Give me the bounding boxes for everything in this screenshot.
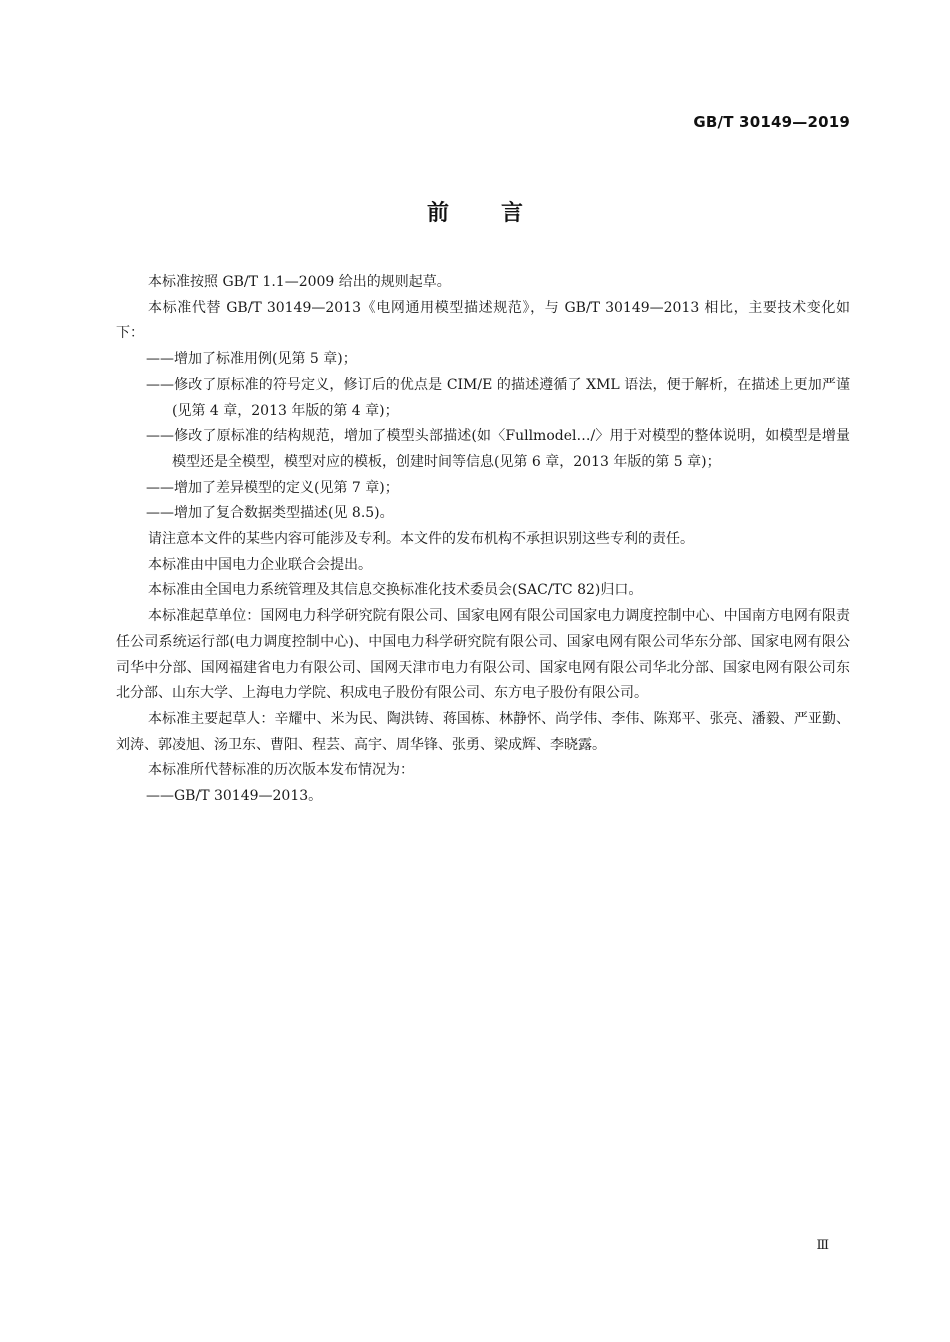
change-item: ——增加了复合数据类型描述(见 8.5)。 xyxy=(146,505,394,522)
page-number: Ⅲ xyxy=(816,1238,829,1253)
change-item: ——增加了差异模型的定义(见第 7 章)； xyxy=(146,479,399,496)
paragraph-drafting-units: 本标准起草单位：国网电力科学研究院有限公司、国家电网有限公司国家电力调度控制中心、中国南方电网有限责任公司系统运行部(电力调度控制中心)、中国电力科学研究院有限公司、国家电网有限公司华东分部、国家电网有限公司华中分部、国网福建省电力有限公司、国网天津市电力有限公司、国家电网有限公司华北分部、国家电网有限公司东北分部、山东大学、上海电力学院、积成电子股份有限公司、东方电子股份有限公司。 xyxy=(116,608,850,702)
paragraph-replacement: 本标准代替 GB/T 30149—2013《电网通用模型描述规范》，与 GB/T 30149—2013 相比，主要技术变化如下： xyxy=(116,299,850,342)
foreword-body xyxy=(116,270,850,810)
change-item: ——修改了原标准的结构规范，增加了模型头部描述(如〈Fullmodel…/〉用于对模型的整体说明，如模型是增量模型还是全模型，模型对应的模板，创建时间等信息(见第 6 章，2013 年版的第 5 章)； xyxy=(146,428,850,470)
change-item: ——增加了标准用例(见第 5 章)； xyxy=(146,351,357,368)
paragraph-history-intro: 本标准所代替标准的历次版本发布情况为： xyxy=(148,762,414,779)
paragraph-committee: 本标准由全国电力系统管理及其信息交换标准化技术委员会(SAC/TC 82)归口。 xyxy=(148,582,643,599)
paragraph-proposer: 本标准由中国电力企业联合会提出。 xyxy=(148,556,372,573)
page-title: 前言 xyxy=(426,201,575,226)
change-item: ——修改了原标准的符号定义，修订后的优点是 CIM/E 的描述遵循了 XML 语法，便于解析，在描述上更加严谨(见第 4 章，2013 年版的第 4 章)； xyxy=(146,376,850,419)
history-item: ——GB/T 30149—2013。 xyxy=(146,788,323,805)
standard-code: GB/T 30149—2019 xyxy=(693,113,850,131)
paragraph-patent-notice: 请注意本文件的某些内容可能涉及专利。本文件的发布机构不承担识别这些专利的责任。 xyxy=(148,531,694,548)
paragraph-drafters: 本标准主要起草人：辛耀中、米为民、陶洪铸、蒋国栋、林静怀、尚学伟、李伟、陈郑平、张亮、潘毅、严亚勤、刘涛、郭凌旭、汤卫东、曹阳、程芸、高宇、周华锋、张勇、梁成辉、李晓露。 xyxy=(116,710,850,753)
paragraph-drafting-rules: 本标准按照 GB/T 1.1—2009 给出的规则起草。 xyxy=(148,274,451,290)
